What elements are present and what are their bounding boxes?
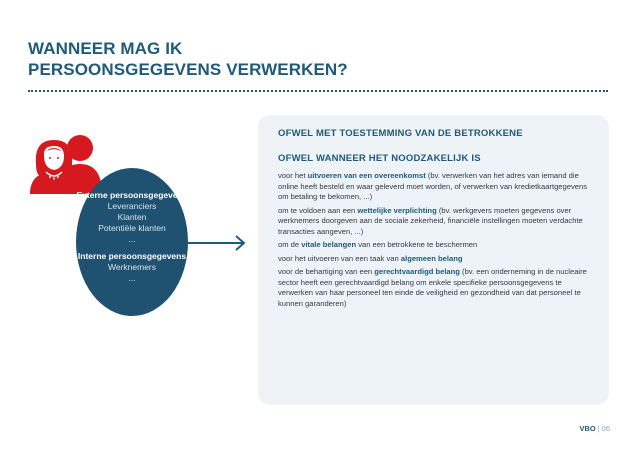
data-categories-circle <box>76 168 188 316</box>
consent-heading: OFWEL MET TOESTEMMING VAN DE BETROKKENE <box>278 128 523 139</box>
condition-item: om te voldoen aan een wettelijke verplichting (bv. werkgevers moeten gegevens over werknemers doorgeven aan de sociale zekerheid, financiële instellingen moeten verdachte transacties aangeven, ...) <box>278 205 583 236</box>
internal-data-header: Interne persoonsgegevens <box>77 251 187 261</box>
condition-item: voor het uitvoeren van een overeenkomst (bv. verwerken van het adres van iemand die online heeft besteld en waar geleverd moet worden, of verwerken van kredietkaartgegevens om betaling te bekomen, ...) <box>278 171 587 201</box>
external-item: Potentiële klanten <box>98 223 166 233</box>
external-item: ... <box>128 234 136 244</box>
page-title-line-2: PERSOONSGEGEVENS VERWERKEN? <box>28 60 348 79</box>
conditions-panel <box>258 115 609 405</box>
arrow-right-icon <box>188 233 248 253</box>
brand-label: VBO <box>579 424 596 433</box>
condition-item: voor het uitvoeren van een taak van algemeen belang <box>278 253 463 263</box>
page-title-line-1: WANNEER MAG IK <box>28 39 183 58</box>
page-number: 06 <box>601 424 610 433</box>
page-footer <box>579 424 610 433</box>
internal-item: ... <box>128 273 136 283</box>
page-title <box>28 38 588 80</box>
dotted-divider <box>28 90 608 92</box>
external-data-header: Externe persoonsgegevens <box>76 190 188 200</box>
external-item: Leveranciers <box>107 201 157 211</box>
necessity-heading: OFWEL WANNEER HET NOODZAKELIJK IS <box>278 153 481 164</box>
footer-separator: | <box>597 424 600 433</box>
condition-item: om de vitale belangen van een betrokkene te beschermen <box>278 240 478 249</box>
condition-item: voor de behartiging van een gerechtvaardigd belang (bv. een onderneming in de nucleaire sector heeft een gerechtvaardigd belang om enkele specifieke persoonsgegevens te verwerken van haar personeel ten einde de veiligheid en gezondheid van dat personeel te kunnen garanderen) <box>278 267 587 308</box>
internal-item: Werknemers <box>107 262 157 272</box>
external-item: Klanten <box>117 212 147 222</box>
